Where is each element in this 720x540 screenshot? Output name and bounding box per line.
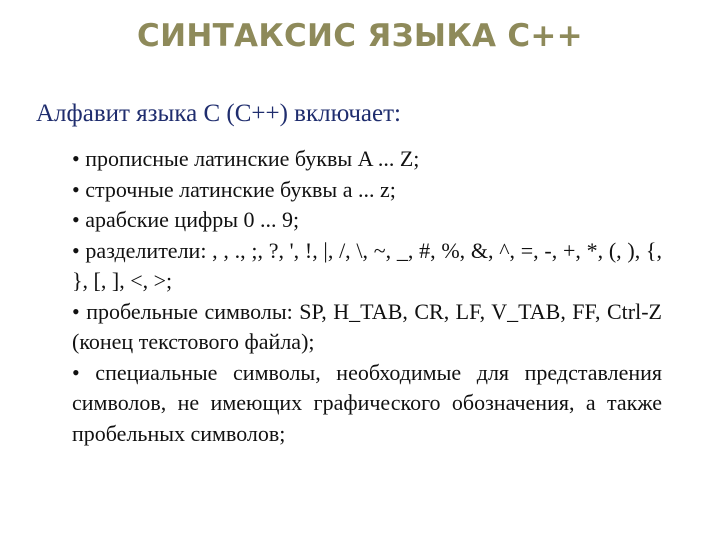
bullet-list [72, 144, 662, 449]
list-item: • прописные латинские буквы A ... Z; [72, 146, 420, 171]
list-item: • арабские цифры 0 ... 9; [72, 207, 300, 232]
list-item: • разделители: , , ., ;, ?, ', !, |, /, \, ~, _, #, %, &, ^, =, -, +, *, (, ), {, }, [, ], <, >; [72, 237, 662, 293]
slide-title: СИНТАКСИС ЯЗЫКА С++ [137, 18, 583, 54]
list-item: • строчные латинские буквы a ... z; [72, 176, 396, 202]
slide-subtitle: Алфавит языка С (С++) включает: [36, 100, 401, 127]
list-item: • специальные символы, необходимые для представления символов, не имеющих графического обозначения, а также пробельных символов; [72, 359, 662, 446]
list-item: • пробельные символы: SP, H_TAB, CR, LF, V_TAB, FF, Ctrl-Z (конец текстового файла); [72, 298, 662, 354]
